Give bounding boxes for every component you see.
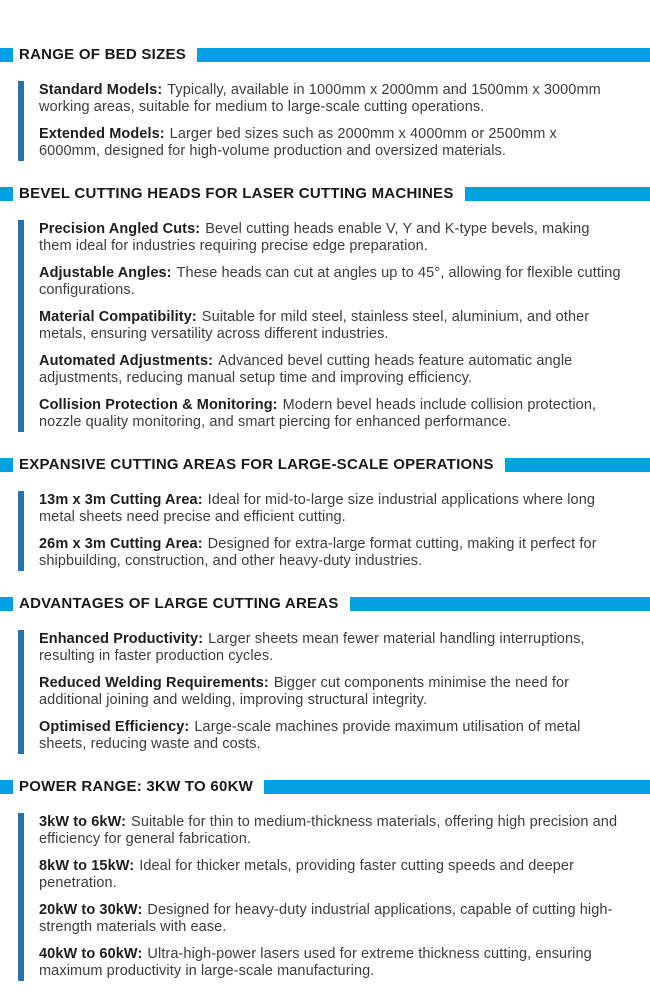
feature-item <box>39 353 622 387</box>
section-heading-label: EXPANSIVE CUTTING AREAS FOR LARGE-SCALE OPERATIONS <box>19 456 494 473</box>
feature-lead: 20kW to 30kW: <box>39 902 143 918</box>
heading-accent-bar <box>465 187 650 201</box>
feature-lead: 13m x 3m Cutting Area: <box>39 492 203 508</box>
feature-text: Ideal for mid-to-large size industrial applications where long metal sheets need precise and efficient cutting. <box>39 492 596 525</box>
heading-accent-bar <box>505 458 650 472</box>
feature-text: Designed for extra-large format cutting, making it perfect for shipbuilding, construction, and other heavy-duty industries. <box>39 536 597 569</box>
feature-lead: 8kW to 15kW: <box>39 858 135 874</box>
feature-text: Larger sheets mean fewer material handling interruptions, resulting in faster production cycles. <box>39 631 585 664</box>
heading-accent-bar <box>264 780 650 794</box>
document-section <box>0 185 650 432</box>
feature-item <box>39 221 622 255</box>
section-heading-label: ADVANTAGES OF LARGE CUTTING AREAS <box>19 595 339 612</box>
feature-item <box>39 397 622 431</box>
feature-text: Suitable for mild steel, stainless steel, aluminium, and other metals, ensuring versatility across different industries. <box>39 309 590 342</box>
section-content <box>18 491 622 571</box>
feature-item <box>39 675 622 709</box>
feature-lead: Optimised Efficiency: <box>39 719 190 735</box>
feature-text: Designed for heavy-duty industrial applications, capable of cutting high-strength materials with ease. <box>39 902 613 935</box>
feature-item <box>39 82 622 116</box>
feature-text: Large-scale machines provide maximum utilisation of metal sheets, reducing waste and costs. <box>39 719 581 752</box>
feature-text: Bevel cutting heads enable V, Y and K-type bevels, making them ideal for industries requiring precise edge preparation. <box>39 221 590 254</box>
feature-lead: Material Compatibility: <box>39 309 197 325</box>
heading-accent-square-icon <box>0 187 13 201</box>
heading-accent-square-icon <box>0 780 13 794</box>
feature-item <box>39 719 622 753</box>
feature-item <box>39 902 622 936</box>
feature-text: Suitable for thin to medium-thickness materials, offering high precision and efficiency for general fabrication. <box>39 814 618 847</box>
section-heading-label: POWER RANGE: 3KW TO 60KW <box>19 778 254 795</box>
feature-item <box>39 126 622 160</box>
heading-accent-square-icon <box>0 48 13 62</box>
feature-item <box>39 265 622 299</box>
feature-text: Ideal for thicker metals, providing faster cutting speeds and deeper penetration. <box>39 858 574 891</box>
section-content <box>18 220 622 432</box>
feature-text: Bigger cut components minimise the need for additional joining and welding, improving structural integrity. <box>39 675 570 708</box>
section-heading <box>0 778 650 796</box>
feature-text: Typically, available in 1000mm x 2000mm and 1500mm x 3000mm working areas, suitable for medium to large-scale cutting operations. <box>39 82 601 115</box>
feature-text: Modern bevel heads include collision protection, nozzle quality monitoring, and smart piercing for enhanced performance. <box>39 397 597 430</box>
feature-lead: Collision Protection & Monitoring: <box>39 397 278 413</box>
heading-accent-bar <box>350 597 650 611</box>
feature-item <box>39 858 622 892</box>
section-heading <box>0 185 650 203</box>
feature-text: Advanced bevel cutting heads feature automatic angle adjustments, reducing manual setup time and improving efficiency. <box>39 353 573 386</box>
section-content <box>18 813 622 981</box>
feature-lead: Precision Angled Cuts: <box>39 221 201 237</box>
feature-item <box>39 946 622 980</box>
heading-accent-square-icon <box>0 597 13 611</box>
document-section <box>0 595 650 754</box>
section-heading <box>0 456 650 474</box>
feature-lead: 3kW to 6kW: <box>39 814 127 830</box>
feature-item <box>39 492 622 526</box>
section-heading-label: RANGE OF BED SIZES <box>19 46 187 63</box>
section-content <box>18 630 622 754</box>
section-content <box>18 81 622 161</box>
feature-lead: Extended Models: <box>39 126 165 142</box>
section-heading <box>0 46 650 64</box>
feature-item <box>39 631 622 665</box>
heading-accent-square-icon <box>0 458 13 472</box>
section-heading-label: BEVEL CUTTING HEADS FOR LASER CUTTING MACHINES <box>19 185 454 202</box>
feature-lead: Standard Models: <box>39 82 163 98</box>
heading-accent-bar <box>197 48 650 62</box>
feature-text: Ultra-high-power lasers used for extreme thickness cutting, ensuring maximum productivity in large-scale manufacturing. <box>39 946 592 979</box>
feature-lead: Adjustable Angles: <box>39 265 172 281</box>
feature-lead: 26m x 3m Cutting Area: <box>39 536 203 552</box>
feature-text: Larger bed sizes such as 2000mm x 4000mm or 2500mm x 6000mm, designed for high-volume production and oversized materials. <box>39 126 557 159</box>
feature-text: These heads can cut at angles up to 45°, allowing for flexible cutting configurations. <box>39 265 621 298</box>
document-section <box>0 456 650 571</box>
document-section <box>0 778 650 981</box>
feature-item <box>39 309 622 343</box>
feature-lead: Enhanced Productivity: <box>39 631 204 647</box>
document-section <box>0 46 650 161</box>
feature-item <box>39 536 622 570</box>
feature-lead: Reduced Welding Requirements: <box>39 675 269 691</box>
section-heading <box>0 595 650 613</box>
feature-lead: 40kW to 60kW: <box>39 946 143 962</box>
feature-item <box>39 814 622 848</box>
feature-lead: Automated Adjustments: <box>39 353 214 369</box>
